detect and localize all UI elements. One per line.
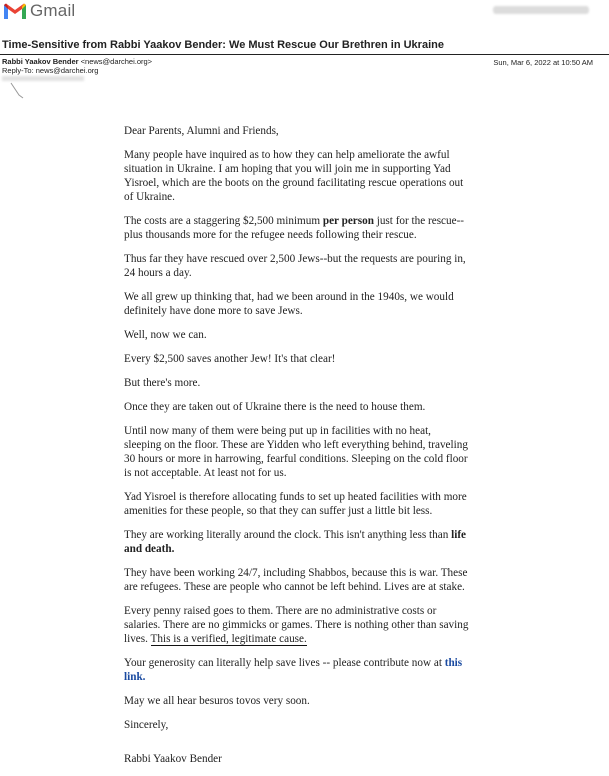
sender-email: <news@darchei.org> — [80, 57, 153, 66]
paragraph: Thus far they have rescued over 2,500 Jews--but the requests are pouring in, 24 hours a day. — [124, 253, 466, 279]
signature: Rabbi Yaakov Bender — [124, 753, 222, 765]
email-body — [124, 124, 469, 776]
closing: Sincerely, — [124, 719, 169, 731]
greeting: Dear Parents, Alumni and Friends, — [124, 125, 279, 137]
emphasis: per person — [322, 215, 374, 227]
sender-name: Rabbi Yaakov Bender — [2, 57, 79, 66]
emphasis: life and death. — [124, 529, 467, 555]
gmail-logo-icon — [3, 2, 27, 20]
paragraph: Many people have inquired as to how they can help ameliorate the awful situation in Ukraine. I am hoping that you will join me in supporting Yad Yisroel, which are the boots on the ground facilitating rescue operations out of Ukraine. — [124, 149, 464, 203]
paragraph: Yad Yisroel is therefore allocating funds to set up heated facilities with more amenities for these people, so that they can suffer just a little bit less. — [124, 491, 467, 517]
underlined-statement: This is a verified, legitimate cause. — [150, 633, 307, 645]
contribute-link[interactable]: this link. — [124, 657, 463, 683]
paragraph: Once they are taken out of Ukraine there is the need to house them. — [124, 401, 426, 413]
paragraph: Until now many of them were being put up in facilities with no heat, sleeping on the floor. These are Yidden who left everything behind, traveling 30 hours or more in harrowing, fearful conditions. Sleeping on the cold floor is not acceptable. At least not for us. — [124, 425, 468, 479]
paragraph: But there's more. — [124, 377, 201, 389]
account-email-redacted — [493, 6, 589, 14]
paragraph: The costs are a staggering $2,500 minimum per person just for the rescue--plus thousands more for the refugee needs following their rescue. — [124, 215, 465, 241]
pen-mark-icon — [10, 82, 26, 100]
recipient-redacted — [2, 76, 84, 81]
sender-block — [2, 58, 152, 75]
paragraph: Well, now we can. — [124, 329, 207, 341]
email-date: Sun, Mar 6, 2022 at 10:50 AM — [493, 58, 593, 67]
paragraph: Every $2,500 saves another Jew! It's that clear! — [124, 353, 336, 365]
paragraph: They have been working 24/7, including Shabbos, because this is war. These are refugees. These are people who cannot be left behind. Lives are at stake. — [124, 567, 468, 593]
gmail-logo-text: Gmail — [30, 1, 76, 20]
paragraph: Your generosity can literally help save lives -- please contribute now at this link. — [124, 657, 463, 683]
paragraph: They are working literally around the clock. This isn't anything less than life and death. — [124, 529, 467, 555]
reply-to: Reply-To: news@darchei.org — [2, 65, 99, 75]
paragraph: Every penny raised goes to them. There are no administrative costs or salaries. There are no gimmicks or games. There is nothing other than saving lives. This is a verified, legitimate cause. — [124, 605, 469, 645]
paragraph: May we all hear besuros tovos very soon. — [124, 695, 310, 707]
header-divider — [0, 54, 609, 55]
email-subject: Time-Sensitive from Rabbi Yaakov Bender: We Must Rescue Our Brethren in Ukraine — [2, 39, 444, 51]
paragraph: We all grew up thinking that, had we been around in the 1940s, we would definitely have done more to save Jews. — [124, 291, 454, 317]
gmail-header — [0, 0, 609, 24]
